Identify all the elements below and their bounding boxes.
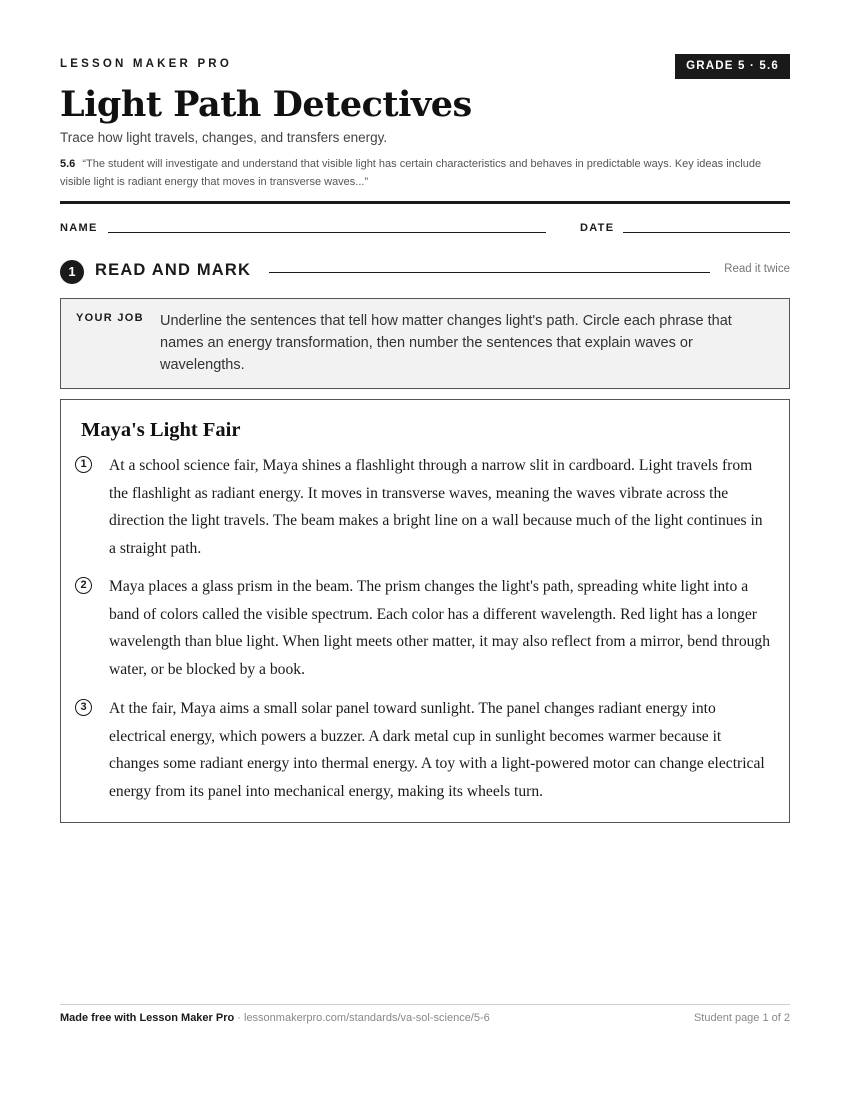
- passage-title: Maya's Light Fair: [81, 419, 241, 441]
- name-label: NAME: [60, 222, 98, 234]
- page-title: Light Path Detectives: [60, 84, 472, 125]
- paragraph-text: At the fair, Maya aims a small solar panel toward sunlight. The panel changes radiant energy into electrical energy, which powers a buzzer. A dark metal cup in sunlight becomes warmer because it changes some radiant energy into thermal energy. A toy with a light-powered motor can change electrical energy from its panel into mechanical energy, making its wheels turn.: [109, 700, 765, 800]
- date-label: DATE: [580, 222, 615, 234]
- section-note: Read it twice: [724, 263, 790, 275]
- instructions-label: YOUR JOB: [76, 312, 144, 324]
- grade-badge: GRADE 5 · 5.6: [675, 54, 790, 79]
- paragraph-text: Maya places a glass prism in the beam. The prism changes the light's path, spreading white light into a band of colors called the visible spectrum. Each color has a different wavelength. Red light has a longer wavelength than blue light. When light meets other matter, it may also reflect from a mirror, bend through water, or be blocked by a book.: [109, 578, 771, 678]
- worksheet-page: [60, 0, 790, 1100]
- header-divider: [60, 201, 790, 204]
- brand-name: LESSON MAKER PRO: [60, 58, 232, 70]
- paragraph-number: 1: [75, 456, 92, 473]
- section-divider: [269, 272, 710, 273]
- footer-divider: [60, 1004, 790, 1005]
- instructions-box: [60, 298, 790, 389]
- footer-credit: [60, 1012, 490, 1024]
- date-field[interactable]: [623, 232, 790, 233]
- paragraph-number: 2: [75, 577, 92, 594]
- instructions-text: Underline the sentences that tell how matter changes light's path. Circle each phrase that names an energy transformation, then number the sentences that explain waves or wavelengths.: [160, 313, 732, 373]
- reading-passage: [60, 399, 790, 823]
- section-title: READ AND MARK: [95, 261, 252, 279]
- standard-text: “The student will investigate and understand that visible light has certain characteristics and behaves in predictable ways. Key ideas include visible light is radiant energy that moves in transverse waves...”: [60, 158, 762, 188]
- standard-code: 5.6: [60, 158, 76, 170]
- paragraph-text: At a school science fair, Maya shines a flashlight through a narrow slit in cardboard. Light travels from the flashlight as radiant energy. It moves in transverse waves, meaning the waves vibrate across the direction the light travels. The beam makes a bright line on a wall because much of the light continues in a straight path.: [109, 457, 763, 557]
- page-subtitle: Trace how light travels, changes, and transfers energy.: [60, 130, 388, 145]
- footer-made-with: Made free with Lesson Maker Pro: [60, 1012, 235, 1024]
- name-field[interactable]: [108, 232, 546, 233]
- page-indicator: Student page 1 of 2: [693, 1012, 790, 1024]
- standard-statement: [60, 155, 790, 191]
- paragraph-number: 3: [75, 699, 92, 716]
- section-number-badge: 1: [60, 260, 84, 284]
- footer-url[interactable]: · lessonmakerpro.com/standards/va-sol-science/5-6: [234, 1012, 490, 1024]
